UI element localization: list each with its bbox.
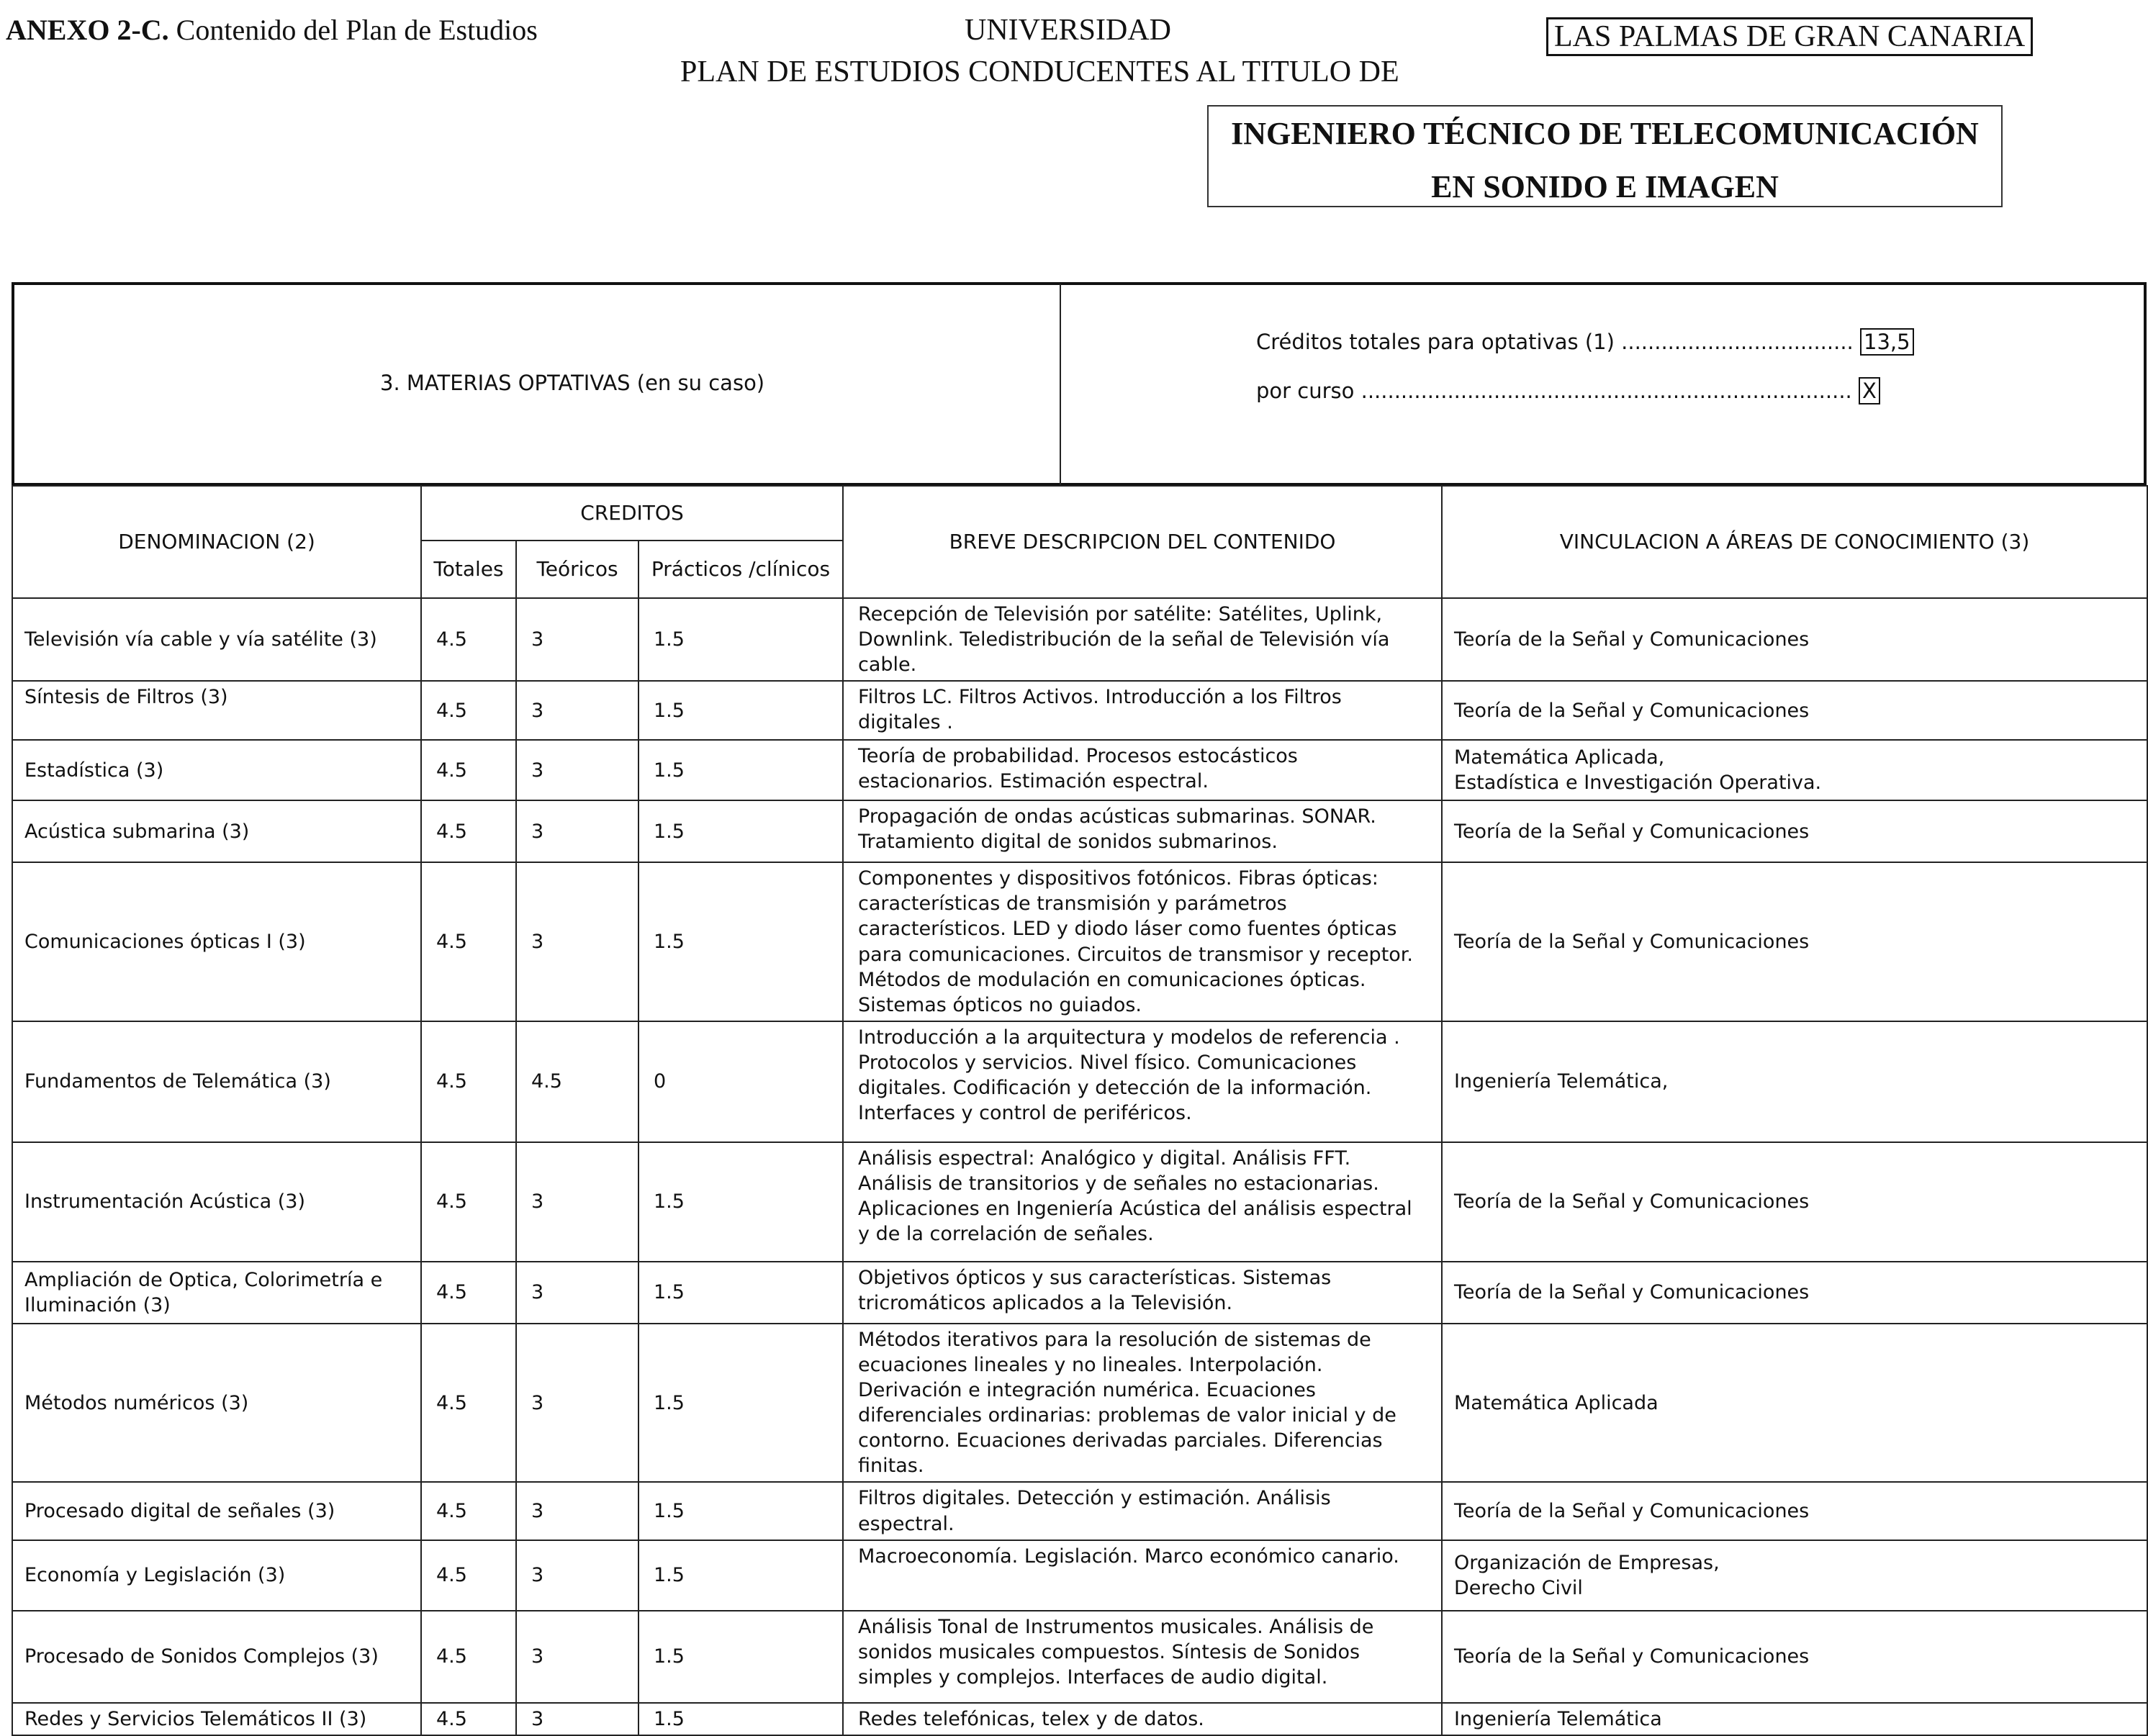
credits-total: 4.5: [421, 681, 516, 740]
table-row: [12, 1324, 2147, 1483]
annex-text: Contenido del Plan de Estudios: [168, 14, 538, 46]
header-creditos: CREDITOS: [421, 486, 843, 541]
subject-name: Ampliación de Optica, Colorimetría e Iluminación (3): [12, 1262, 421, 1324]
subject-name: Televisión vía cable y vía satélite (3): [12, 598, 421, 681]
credits-theory: 3: [516, 1482, 638, 1540]
credits-practice: 1.5: [638, 740, 843, 800]
knowledge-area: Teoría de la Señal y Comunicaciones: [1442, 681, 2147, 740]
optativas-title: 3. MATERIAS OPTATIVAS (en su caso): [380, 371, 765, 395]
knowledge-area: Teoría de la Señal y Comunicaciones: [1442, 1611, 2147, 1703]
degree-line-2: EN SONIDO E IMAGEN: [1431, 169, 1779, 204]
header-teoricos: Teóricos: [516, 541, 638, 598]
credits-practice: 0: [638, 1021, 843, 1142]
knowledge-area: Organización de Empresas, Derecho Civil: [1442, 1540, 2147, 1611]
subject-description: Filtros digitales. Detección y estimación. Análisis espectral.: [843, 1482, 1442, 1540]
campus-box: LAS PALMAS DE GRAN CANARIA: [1546, 17, 2033, 56]
per-course-line: [1256, 379, 1880, 403]
credits-theory: 3: [516, 1540, 638, 1611]
subject-description: Macroeconomía. Legislación. Marco económico canario.: [843, 1540, 1442, 1611]
table-row: [12, 740, 2147, 800]
annex-label: ANEXO 2-C.: [6, 14, 169, 46]
credits-theory: 3: [516, 1611, 638, 1703]
subject-description: Componentes y dispositivos fotónicos. Fibras ópticas: características de transmisión y parámetros característicos. LED y diodo láser como fuentes ópticas para comunicaciones. Circuitos de transmisor y receptor. Métodos de modulación en comunicaciones ópticas. Sistemas ópticos no guiados.: [843, 862, 1442, 1021]
table-row: [12, 598, 2147, 681]
credits-practice: 1.5: [638, 1611, 843, 1703]
subject-name: Comunicaciones ópticas I (3): [12, 862, 421, 1021]
subject-description: Métodos iterativos para la resolución de sistemas de ecuaciones lineales y no lineales. Interpolación. Derivación e integración numérica. Ecuaciones diferenciales ordinarias: problemas de valor inicial y de contorno. Ecuaciones derivadas parciales. Diferencias finitas.: [843, 1324, 1442, 1483]
credits-practice: 1.5: [638, 800, 843, 862]
annex-title: [6, 13, 538, 47]
credits-theory: 4.5: [516, 1021, 638, 1142]
header-totales: Totales: [421, 541, 516, 598]
subject-name: Economía y Legislación (3): [12, 1540, 421, 1611]
credits-theory: 3: [516, 1262, 638, 1324]
table-row: [12, 681, 2147, 740]
credits-total: 4.5: [421, 1703, 516, 1735]
credits-total: 4.5: [421, 1611, 516, 1703]
credits-practice: 1.5: [638, 862, 843, 1021]
subject-description: Análisis espectral: Analógico y digital. Análisis FFT. Análisis de transitorios y de señales no estacionarias. Aplicaciones en Ingeniería Acústica del análisis espectral y de la correlación de señales.: [843, 1142, 1442, 1262]
credits-total: 4.5: [421, 1262, 516, 1324]
subject-name: Fundamentos de Telemática (3): [12, 1021, 421, 1142]
table-row: [12, 1262, 2147, 1324]
university-label: UNIVERSIDAD: [965, 14, 1171, 47]
subject-description: Introducción a la arquitectura y modelos de referencia . Protocolos y servicios. Nivel físico. Comunicaciones digitales. Codificación y detección de la información. Interfaces y control de periféricos.: [843, 1021, 1442, 1142]
credits-total: 4.5: [421, 1142, 516, 1262]
credits-total: 4.5: [421, 598, 516, 681]
credits-total: 4.5: [421, 1324, 516, 1483]
subject-name: Síntesis de Filtros (3): [12, 681, 421, 740]
knowledge-area: Teoría de la Señal y Comunicaciones: [1442, 1262, 2147, 1324]
credits-theory: 3: [516, 1142, 638, 1262]
subject-name: Redes y Servicios Telemáticos II (3): [12, 1703, 421, 1735]
table-row: [12, 1611, 2147, 1703]
knowledge-area: Matemática Aplicada, Estadística e Investigación Operativa.: [1442, 740, 2147, 800]
subject-name: Procesado de Sonidos Complejos (3): [12, 1611, 421, 1703]
credits-total: 4.5: [421, 740, 516, 800]
subject-name: Estadística (3): [12, 740, 421, 800]
credits-total: 4.5: [421, 862, 516, 1021]
degree-box: [1207, 105, 2003, 207]
credits-practice: 1.5: [638, 598, 843, 681]
table-row: [12, 1482, 2147, 1540]
knowledge-area: Teoría de la Señal y Comunicaciones: [1442, 1482, 2147, 1540]
degree-line-1: INGENIERO TÉCNICO DE TELECOMUNICACIÓN: [1231, 116, 1979, 151]
knowledge-area: Teoría de la Señal y Comunicaciones: [1442, 862, 2147, 1021]
subject-description: Redes telefónicas, telex y de datos.: [843, 1703, 1442, 1735]
credits-total: 4.5: [421, 1540, 516, 1611]
credits-theory: 3: [516, 1703, 638, 1735]
knowledge-area: Teoría de la Señal y Comunicaciones: [1442, 800, 2147, 862]
subject-description: Filtros LC. Filtros Activos. Introducción a los Filtros digitales .: [843, 681, 1442, 740]
credits-theory: 3: [516, 740, 638, 800]
per-course-value: X: [1859, 377, 1880, 404]
table-row: [12, 1540, 2147, 1611]
subject-name: Acústica submarina (3): [12, 800, 421, 862]
header-descripcion: BREVE DESCRIPCION DEL CONTENIDO: [843, 486, 1442, 598]
subject-description: Recepción de Televisión por satélite: Satélites, Uplink, Downlink. Teledistribución de la señal de Televisión vía cable.: [843, 598, 1442, 681]
credits-theory: 3: [516, 598, 638, 681]
table-row: [12, 800, 2147, 862]
table-row: [12, 862, 2147, 1021]
table-row: [12, 1703, 2147, 1735]
plan-title: PLAN DE ESTUDIOS CONDUCENTES AL TITULO DE: [680, 55, 1399, 89]
credits-practice: 1.5: [638, 1540, 843, 1611]
credits-practice: 1.5: [638, 1703, 843, 1735]
credits-total: 4.5: [421, 800, 516, 862]
header-denominacion: DENOMINACION (2): [12, 486, 421, 598]
credits-theory: 3: [516, 1324, 638, 1483]
subject-name: Métodos numéricos (3): [12, 1324, 421, 1483]
total-credits-line: [1256, 330, 1914, 354]
knowledge-area: Ingeniería Telemática: [1442, 1703, 2147, 1735]
credits-theory: 3: [516, 681, 638, 740]
credits-theory: 3: [516, 862, 638, 1021]
credits-practice: 1.5: [638, 1482, 843, 1540]
credits-total: 4.5: [421, 1482, 516, 1540]
table-row: [12, 1142, 2147, 1262]
knowledge-area: Matemática Aplicada: [1442, 1324, 2147, 1483]
knowledge-area: Teoría de la Señal y Comunicaciones: [1442, 1142, 2147, 1262]
table-row: [12, 1021, 2147, 1142]
subjects-table: [12, 485, 2148, 1736]
total-credits-value: 13,5: [1860, 328, 1914, 356]
credits-practice: 1.5: [638, 1142, 843, 1262]
subject-name: Procesado digital de señales (3): [12, 1482, 421, 1540]
table-body: [12, 598, 2147, 1735]
subject-description: Propagación de ondas acústicas submarinas. SONAR. Tratamiento digital de sonidos submarinos.: [843, 800, 1442, 862]
header-practicos: Prácticos /clínicos: [638, 541, 843, 598]
credits-practice: 1.5: [638, 1324, 843, 1483]
credits-practice: 1.5: [638, 681, 843, 740]
per-course-label: por curso ..........................................................................: [1256, 379, 1852, 403]
subject-name: Instrumentación Acústica (3): [12, 1142, 421, 1262]
optativas-divider: [1060, 284, 1061, 485]
subject-description: Análisis Tonal de Instrumentos musicales. Análisis de sonidos musicales compuestos. Síntesis de Sonidos simples y complejos. Interfaces de audio digital.: [843, 1611, 1442, 1703]
subject-description: Objetivos ópticos y sus características. Sistemas tricromáticos aplicados a la Televisión.: [843, 1262, 1442, 1324]
knowledge-area: Ingeniería Telemática,: [1442, 1021, 2147, 1142]
header-vinculacion: VINCULACION A ÁREAS DE CONOCIMIENTO (3): [1442, 486, 2147, 598]
credits-total: 4.5: [421, 1021, 516, 1142]
knowledge-area: Teoría de la Señal y Comunicaciones: [1442, 598, 2147, 681]
credits-theory: 3: [516, 800, 638, 862]
credits-practice: 1.5: [638, 1262, 843, 1324]
total-credits-label: Créditos totales para optativas (1) ...................................: [1256, 330, 1854, 354]
subject-description: Teoría de probabilidad. Procesos estocásticos estacionarios. Estimación espectral.: [843, 740, 1442, 800]
